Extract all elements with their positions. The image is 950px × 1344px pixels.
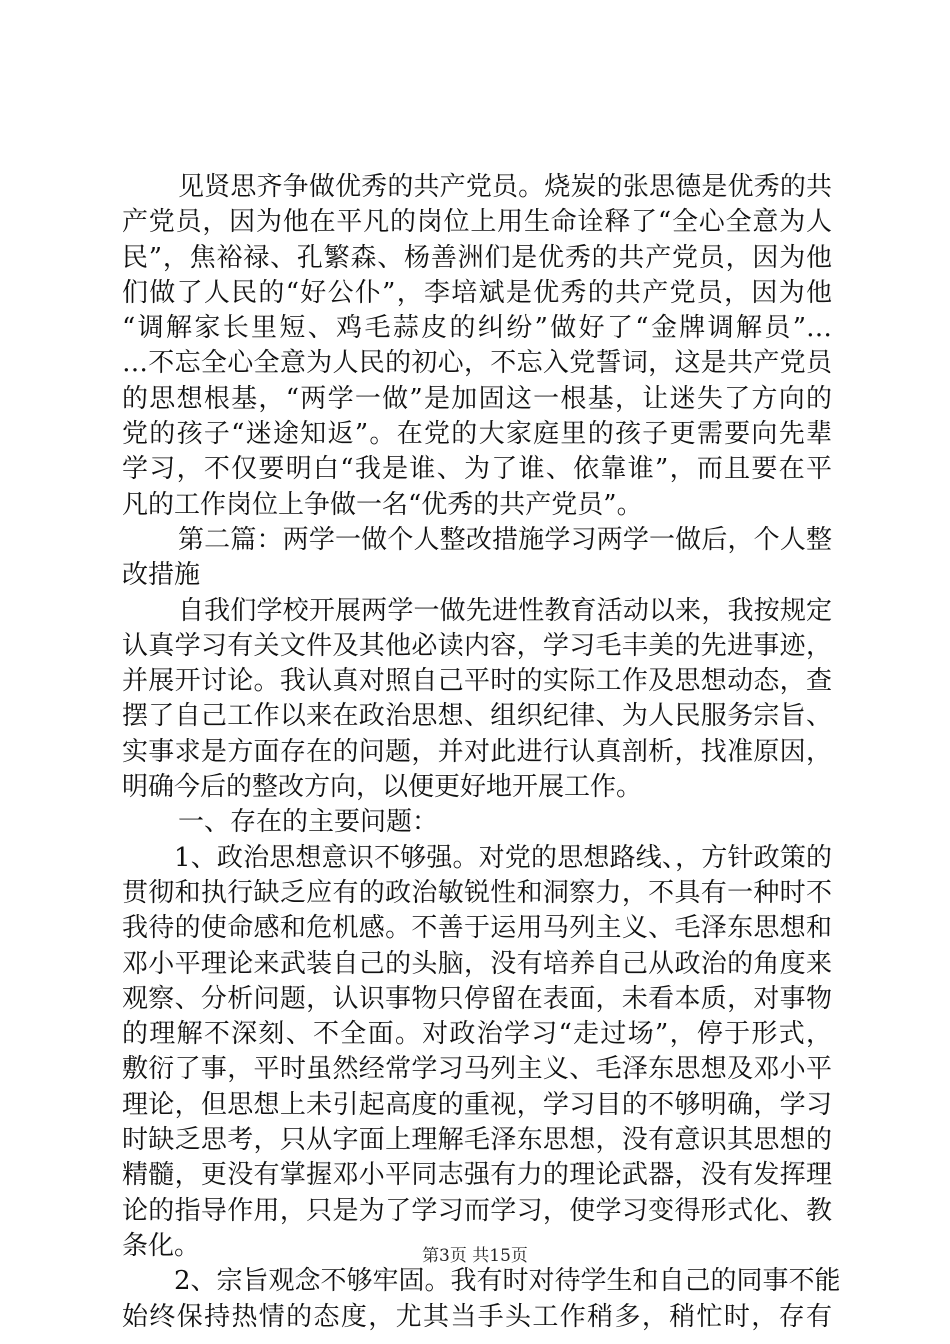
text-line: 们做了人民的“好公仆”，李培斌是优秀的共产党员，因为他: [122, 277, 832, 308]
text-line: 民”，焦裕禄、孔繁森、杨善洲们是优秀的共产党员，因为他: [122, 242, 832, 273]
text-line: 的思想根基，“两学一做”是加固这一根基，让迷失了方向的: [122, 383, 832, 414]
subsection-heading: 一、存在的主要问题：: [178, 807, 439, 838]
text-line: 我待的使命感和危机感。不善于运用马列主义、毛泽东思想和: [122, 913, 832, 944]
text-line: 产党员，因为他在平凡的岗位上用生命诠释了“全心全意为人: [122, 207, 832, 238]
text-line: 学习，不仅要明白“我是谁、为了谁、依靠谁”，而且要在平: [122, 454, 832, 485]
text-line: 条化。: [122, 1230, 201, 1261]
text-line: 2、宗旨观念不够牢固。我有时对待学生和自己的同事不能: [174, 1266, 841, 1297]
text-line: 实事求是方面存在的问题，并对此进行认真剖析，找准原因，: [122, 736, 832, 767]
text-line: 贯彻和执行缺乏应有的政治敏锐性和洞察力，不具有一种时不: [122, 877, 832, 908]
text-line: 观察、分析问题，认识事物只停留在表面，未看本质，对事物: [122, 983, 832, 1014]
text-line: 论的指导作用，只是为了学习而学习，使学习变得形式化、教: [122, 1195, 832, 1226]
text-line: 党的孩子“迷途知返”。在党的大家庭里的孩子更需要向先辈: [122, 419, 832, 450]
text-line: 敷衍了事，平时虽然经常学习马列主义、毛泽东思想及邓小平: [122, 1054, 832, 1085]
text-line: 见贤思齐争做优秀的共产党员。烧炭的张思德是优秀的共: [178, 172, 832, 202]
text-line: 1、政治思想意识不够强。对党的思想路线、，方针政策的: [174, 842, 832, 873]
text-line: “调解家长里短、鸡毛蒜皮的纠纷”做好了“金牌调解员”…: [122, 313, 832, 344]
text-line: 理论，但思想上未引起高度的重视，学习目的不够明确，学习: [122, 1089, 832, 1120]
text-line: 凡的工作岗位上争做一名“优秀的共产党员”。: [122, 489, 643, 520]
text-line: 摆了自己工作以来在政治思想、组织纪律、为人民服务宗旨、: [122, 701, 832, 732]
text-line: 时缺乏思考，只从字面上理解毛泽东思想，没有意识其思想的: [122, 1125, 832, 1156]
text-line: …不忘全心全意为人民的初心，不忘入党誓词，这是共产党员: [122, 348, 832, 379]
section-heading: 改措施: [122, 560, 201, 591]
text-line: 并展开讨论。我认真对照自己平时的实际工作及思想动态，查: [122, 666, 832, 697]
text-line: 自我们学校开展两学一做先进性教育活动以来，我按规定: [178, 595, 832, 626]
text-line: 始终保持热情的态度，尤其当手头工作稍多，稍忙时，存有: [122, 1301, 832, 1332]
page-number: 第3页 共15页: [422, 1246, 528, 1266]
document-body: [122, 170, 841, 1335]
text-line: 明确今后的整改方向，以便更好地开展工作。: [122, 772, 643, 803]
text-line: 邓小平理论来武装自己的头脑，没有培养自己从政治的角度来: [122, 948, 832, 979]
text-line: 的理解不深刻、不全面。对政治学习“走过场”，停于形式，: [122, 1019, 832, 1050]
section-heading: 第二篇：两学一做个人整改措施学习两学一做后，个人整: [178, 524, 832, 555]
text-line: 认真学习有关文件及其他必读内容，学习毛丰美的先进事迹，: [122, 630, 832, 661]
text-line: 精髓，更没有掌握邓小平同志强有力的理论武器，没有发挥理: [122, 1160, 832, 1191]
